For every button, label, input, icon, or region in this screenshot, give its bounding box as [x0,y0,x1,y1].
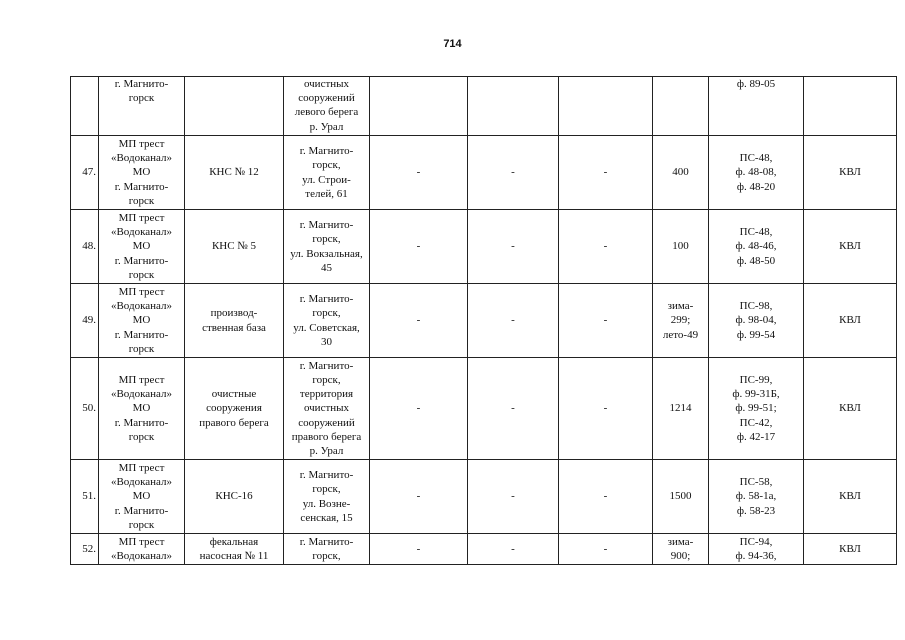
col5-cell: - [370,358,468,460]
col6-cell: - [468,460,559,534]
line-type-cell: КВЛ [804,210,897,284]
feed-cell: ПС-58, ф. 58-1а, ф. 58-23 [709,460,804,534]
power-cell: 1214 [653,358,709,460]
table-row [71,284,897,358]
row-number: 50. [71,358,99,460]
line-type-cell: КВЛ [804,284,897,358]
col5-cell: - [370,136,468,210]
owner-cell: МП трест «Водоканал» МО г. Магнито- горск [99,460,185,534]
col6-cell: - [468,358,559,460]
power-cell: зима- 299; лето-49 [653,284,709,358]
owner-cell: МП трест «Водоканал» [99,534,185,565]
row-number: 51. [71,460,99,534]
line-type-cell [804,77,897,136]
col7-cell: - [559,136,653,210]
row-number: 47. [71,136,99,210]
object-cell: фекальная насосная № 11 [185,534,284,565]
power-cell [653,77,709,136]
power-cell: 100 [653,210,709,284]
col5-cell: - [370,460,468,534]
owner-cell: г. Магнито- горск [99,77,185,136]
table-row [71,136,897,210]
owner-cell: МП трест «Водоканал» МО г. Магнито- горск [99,358,185,460]
feed-cell: ПС-94, ф. 94-36, [709,534,804,565]
object-cell [185,77,284,136]
object-cell: КНС № 5 [185,210,284,284]
line-type-cell: КВЛ [804,534,897,565]
col6-cell: - [468,534,559,565]
col7-cell: - [559,460,653,534]
object-cell: КНС-16 [185,460,284,534]
object-cell: очистные сооружения правого берега [185,358,284,460]
owner-cell: МП трест «Водоканал» МО г. Магнито- горск [99,210,185,284]
feed-cell: ПС-48, ф. 48-08, ф. 48-20 [709,136,804,210]
col7-cell: - [559,358,653,460]
line-type-cell: КВЛ [804,136,897,210]
page-number: 714 [443,38,462,50]
feed-cell: ПС-48, ф. 48-46, ф. 48-50 [709,210,804,284]
col5-cell: - [370,284,468,358]
row-number: 52. [71,534,99,565]
address-cell: г. Магнито- горск, [284,534,370,565]
table-row [71,358,897,460]
address-cell: г. Магнито- горск, ул. Возне- сенская, 15 [284,460,370,534]
address-cell: г. Магнито- горск, ул. Советская, 30 [284,284,370,358]
col6-cell: - [468,210,559,284]
owner-cell: МП трест «Водоканал» МО г. Магнито- горск [99,136,185,210]
power-cell: 1500 [653,460,709,534]
object-cell: КНС № 12 [185,136,284,210]
feed-cell: ПС-99, ф. 99-31Б, ф. 99-51; ПС-42, ф. 42-17 [709,358,804,460]
table-row [71,210,897,284]
data-table [70,76,897,565]
address-cell: г. Магнито- горск, ул. Вокзальная, 45 [284,210,370,284]
col6-cell: - [468,136,559,210]
power-cell: зима- 900; [653,534,709,565]
col5-cell [370,77,468,136]
col7-cell [559,77,653,136]
row-number: 49. [71,284,99,358]
col6-cell [468,77,559,136]
row-number: 48. [71,210,99,284]
col5-cell: - [370,210,468,284]
col7-cell: - [559,210,653,284]
address-cell: г. Магнито- горск, ул. Строи- телей, 61 [284,136,370,210]
feed-cell: ф. 89-05 [709,77,804,136]
table-row [71,77,897,136]
col7-cell: - [559,534,653,565]
address-cell: г. Магнито- горск, территория очистных сооружений правого берега р. Урал [284,358,370,460]
col5-cell: - [370,534,468,565]
row-number [71,77,99,136]
table-row [71,460,897,534]
table-row [71,534,897,565]
owner-cell: МП трест «Водоканал» МО г. Магнито- горск [99,284,185,358]
line-type-cell: КВЛ [804,460,897,534]
feed-cell: ПС-98, ф. 98-04, ф. 99-54 [709,284,804,358]
line-type-cell: КВЛ [804,358,897,460]
object-cell: производ- ственная база [185,284,284,358]
address-cell: очистных сооружений левого берега р. Урал [284,77,370,136]
col7-cell: - [559,284,653,358]
power-cell: 400 [653,136,709,210]
col6-cell: - [468,284,559,358]
